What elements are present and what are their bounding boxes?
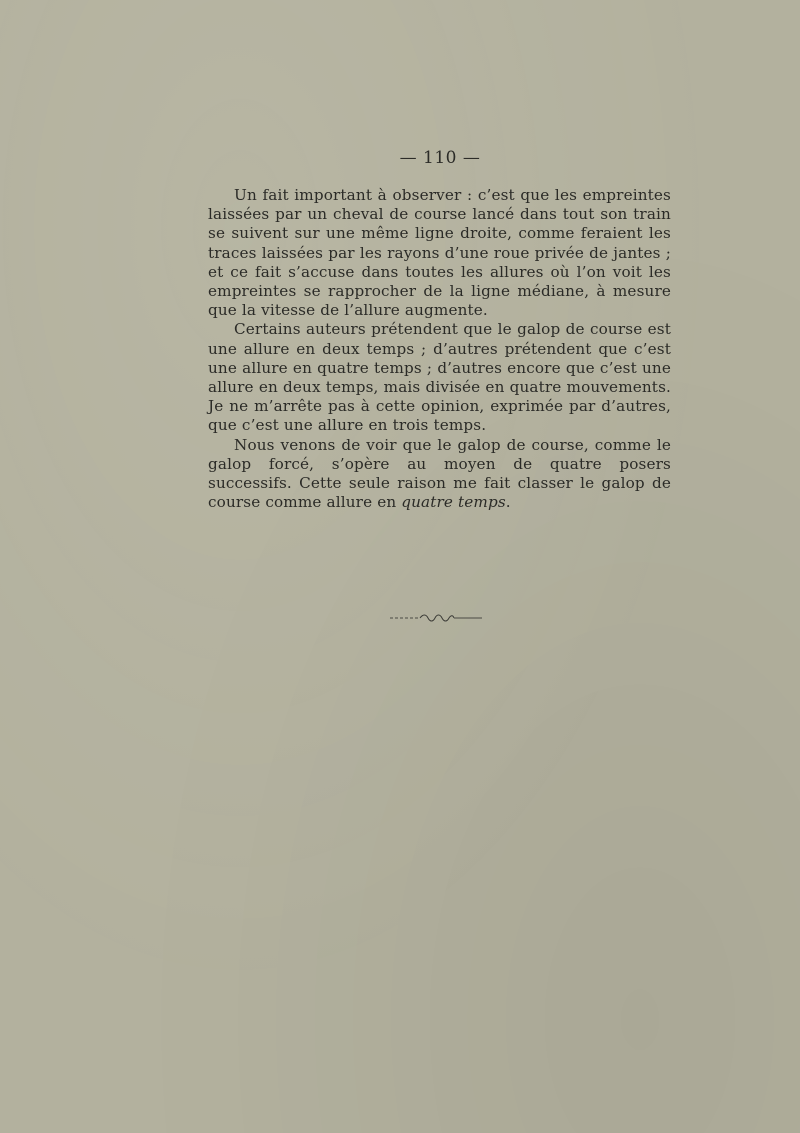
- paragraph-1: Un fait important à observer : c’est que les empreintes laissées par un cheval de course lancé dans tout son train se suivent sur une même ligne droite, comme feraient les traces laissées par les rayons d’une roue privée de jantes ; et ce fait s’accuse dans toutes les allures où l’on voit les empreintes se rapprocher de la ligne médiane, à mesure que la vitesse de l’allure augmente.: [208, 186, 671, 320]
- body-text: [208, 186, 671, 512]
- paragraph-3-emphasis: quatre temps: [401, 493, 506, 512]
- paragraph-2: Certains auteurs prétendent que le galop de course est une allure en deux temps ; d’autres prétendent que c’est une allure en quatre temps ; d’autres encore que c’est une allure en deux temps, mais divisée en quatre mouvements. Je ne m’arrête pas à cette opinion, exprimée par d’autres, que c’est une allure en trois temps.: [208, 320, 671, 435]
- paragraph-3-text: Nous venons de voir que le galop de course, comme le galop forcé, s’opère au moyen de quatre posers successifs. Cette seule raison me fait classer le galop de course comme allure en: [208, 435, 671, 512]
- paragraph-3: [208, 436, 671, 513]
- paragraph-3-end: .: [505, 493, 511, 512]
- end-of-chapter-ornament-icon: [390, 612, 482, 624]
- page-number: — 110 —: [399, 148, 481, 168]
